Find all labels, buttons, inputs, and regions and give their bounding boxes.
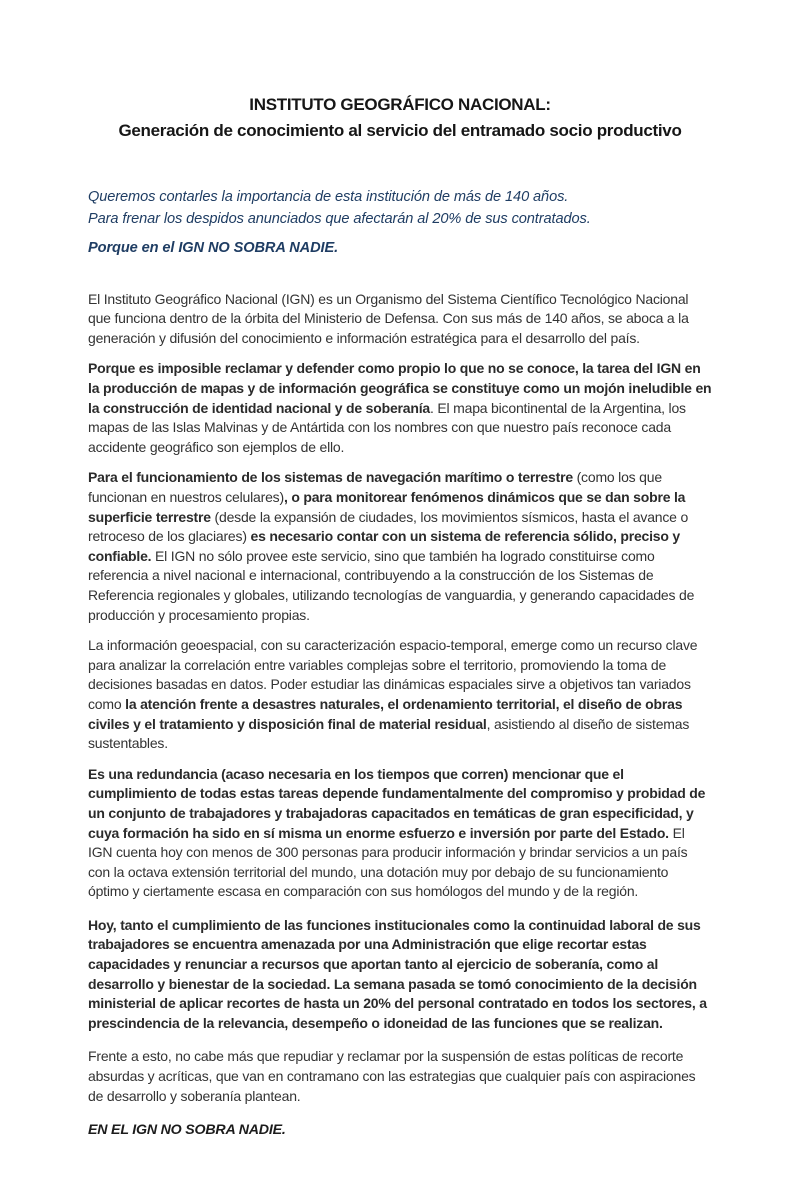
text-run: El IGN cuenta hoy con menos de 300 personas para producir información y brindar servicios a un país con la octava extensión territorial del mundo, una dotación muy por debajo de su funcionamiento óptimo y ciertamente escasa en comparación con sus homólogos del mundo y de la región. bbox=[88, 824, 688, 900]
intro-line-2: Para frenar los despidos anunciados que afectarán al 20% de sus contratados. bbox=[88, 210, 591, 227]
text-run: (como los que funcionan en nuestros celulares) bbox=[88, 469, 662, 506]
text-run-bold: Porque es imposible reclamar y defender como propio lo que no se conoce, la tarea del IGN en la producción de mapas y de información geográfica se constituye como un mojón ineludible en la construcción de identidad nacional y de soberanía bbox=[88, 360, 712, 416]
paragraph-4 bbox=[88, 636, 712, 754]
title-line-2: Generación de conocimiento al servicio del entramado socio productivo bbox=[118, 120, 682, 140]
text-run: Frente a esto, no cabe más que repudiar y reclamar por la suspensión de estas políticas de recorte absurdas y acríticas, que van en contramano con las estrategias que cualquier país con aspiraciones de desarrollo y soberanía plantean. bbox=[88, 1048, 696, 1104]
text-run-bold: la atención frente a desastres naturales, el ordenamiento territorial, el diseño de obras civiles y el tratamiento y disposición final de material residual bbox=[88, 695, 683, 732]
text-run-bold: Para el funcionamiento de los sistemas de navegación marítimo o terrestre bbox=[88, 469, 573, 486]
text-run: (desde la expansión de ciudades, los movimientos sísmicos, hasta el avance o retroceso de los glaciares) bbox=[88, 508, 689, 545]
document-body bbox=[88, 290, 712, 1107]
text-run-bold: Es una redundancia (acaso necesaria en los tiempos que corren) mencionar que el cumplimiento de todas estas tareas depende fundamentalmente del compromiso y probidad de un conjunto de trabajadores y trabajadoras capacitados en temáticas de gran especificidad, y cuya formación ha sido en sí misma un enorme esfuerzo e inversión por parte del Estado. bbox=[88, 765, 706, 841]
text-run: El IGN no sólo provee este servicio, sino que también ha logrado constituirse como referencia a nivel nacional e internacional, contribuyendo a la construcción de los Sistemas de Referencia regionales y globales, utilizando tecnologías de vanguardia, y generando capacidades de producción y procesamiento propias. bbox=[88, 547, 695, 623]
paragraph-2 bbox=[88, 359, 712, 457]
paragraph-6 bbox=[88, 916, 712, 1034]
text-run: El Instituto Geográfico Nacional (IGN) es un Organismo del Sistema Científico Tecnológico Nacional que funciona dentro de la órbita del Ministerio de Defensa. Con sus más de 140 años, se aboca a la generación y difusión del conocimiento e información estratégica para el desarrollo del país. bbox=[88, 290, 689, 346]
text-run: , asistiendo al diseño de sistemas sustentables. bbox=[88, 715, 690, 752]
intro-slogan: Porque en el IGN NO SOBRA NADIE. bbox=[88, 239, 339, 256]
text-run: La información geoespacial, con su caracterización espacio-temporal, emerge como un recurso clave para analizar la correlación entre variables complejas sobre el territorio, promoviendo la toma de decisiones basadas en datos. Poder estudiar las dinámicas espaciales sirve a objetivos tan variados como bbox=[88, 637, 698, 712]
text-run-bold: es necesario contar con un sistema de referencia sólido, preciso y confiable. bbox=[88, 528, 681, 564]
text-run-bold: , o para monitorear fenómenos dinámicos que se dan sobre la superficie terrestre bbox=[88, 489, 686, 525]
closing-slogan: EN EL IGN NO SOBRA NADIE. bbox=[88, 1122, 286, 1139]
document-title bbox=[88, 92, 712, 143]
paragraph-5 bbox=[88, 765, 712, 902]
title-line-1: INSTITUTO GEOGRÁFICO NACIONAL: bbox=[249, 95, 551, 114]
text-run-bold: Hoy, tanto el cumplimiento de las funciones institucionales como la continuidad laboral de sus trabajadores se encuentra amenazada por una Administración que elige recortar estas capacidades y renunciar a recursos que aportan tanto al ejercicio de soberanía, como al desarrollo y bienestar de la sociedad. La semana pasada se tomó conocimiento de la decisión ministerial de aplicar recortes de hasta un 20% del personal contratado en todos los sectores, a prescindencia de la relevancia, desempeño o idoneidad de las funciones que se realizan. bbox=[88, 916, 707, 1031]
paragraph-3 bbox=[88, 468, 712, 625]
intro-line-1: Queremos contarles la importancia de esta institución de más de 140 años. bbox=[88, 189, 569, 205]
paragraph-7 bbox=[88, 1047, 712, 1106]
intro-block bbox=[88, 187, 712, 260]
paragraph-1 bbox=[88, 290, 712, 349]
text-run: . El mapa bicontinental de la Argentina, los mapas de las Islas Malvinas y de Antártida con los nombres con que nuestro país reconoce cada accidente geográfico son ejemplos de ello. bbox=[88, 399, 686, 455]
